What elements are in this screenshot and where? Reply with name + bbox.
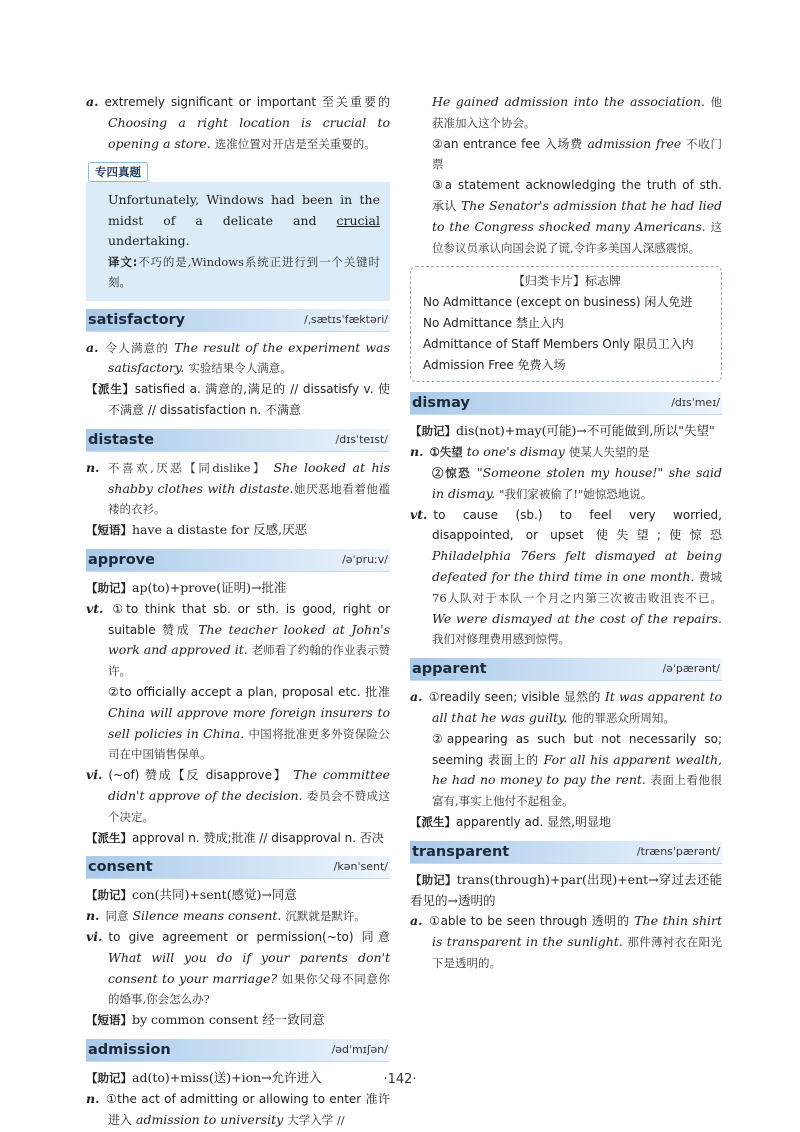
headword-bar-distaste	[86, 429, 390, 452]
headword-apparent: apparent	[412, 661, 487, 678]
consent-noun-sense: n. 同意 Silence means consent. 沉默就是默许。	[86, 908, 366, 924]
admission-sense-1: n. ①the act of admitting or allowing to enter 准许进入 admission to university 大学入学 //	[86, 1090, 390, 1127]
headword-dismay: dismay	[412, 395, 470, 412]
phonetic-admission: /ədˈmɪʃən/	[331, 1043, 388, 1056]
consent-phrase: 【短语】by common consent 经一致同意	[86, 1012, 325, 1028]
headword-bar-approve	[86, 549, 390, 572]
satisfactory-derivatives: 【派生】satisfied a. 满意的,满足的 // dissatisfy v. 使不满意 // dissatisfaction n. 不满意	[86, 382, 390, 418]
phonetic-dismay: /dɪsˈmeɪ/	[671, 396, 720, 410]
headword-bar-satisfactory	[86, 309, 390, 332]
consent-mnemonic: 【助记】con(共同)+sent(感觉)→同意	[86, 887, 297, 903]
page-number: ·142·	[383, 1072, 417, 1087]
headword-bar-admission	[86, 1039, 390, 1062]
approve-vi-sense: vi. (~of) 赞成【反 disapprove】 The committee didn't approve of the decision. 委员会不赞成这个决定。	[86, 767, 390, 824]
dismay-noun-sense-1: n. ①失望 to one's dismay 使某人失望的是	[410, 444, 650, 460]
dismay-vt-sense: vt. to cause (sb.) to feel very worried, disappointed, or upset 使失望;使惊恐 Philadelphia 76ers felt dismayed at being defeated for the third time in one month. 费城76人队对于本队一个月之内第三次被击败沮丧不已。 We were dismayed at the cost of the repairs. 我们对修理费用感到惊愕。	[410, 506, 722, 647]
approve-vt-sense-2: ②to officially accept a plan, proposal etc. 批准 China will approve more foreign insurers to sell policies in China. 中国将批准更多外资保险公司在中国销售保单。	[108, 685, 390, 762]
distaste-phrase: 【短语】have a distaste for 反感,厌恶	[86, 522, 308, 538]
admission-mnemonic: 【助记】ad(to)+miss(送)+ion→允许进入	[86, 1070, 322, 1085]
phonetic-transparent: /trænsˈpærənt/	[636, 844, 720, 858]
approve-vt-sense-1: vt. ①to think that sb. or sth. is good, right or suitable 赞成 The teacher looked at John's work and approved it. 老师看了约翰的作业表示赞许。	[86, 600, 390, 679]
approve-mnemonic: 【助记】ap(to)+prove(证明)→批准	[86, 580, 287, 596]
card-item: No Admittance 禁止入内	[423, 315, 564, 330]
admission-sense-1-continued: He gained admission into the association. 他获准加入这个协会。	[432, 94, 722, 130]
headword-approve: approve	[88, 552, 155, 569]
headword-consent: consent	[88, 859, 153, 876]
left-column	[86, 92, 390, 1130]
apparent-sense-2: ②appearing as such but not necessarily so; seeming 表面上的 For all his apparent wealth, he had no money to pay the rent. 表面上看他很富有,事实上他付不起租金。	[432, 731, 723, 809]
card-item: Admittance of Staff Members Only 限员工入内	[423, 336, 694, 351]
distaste-definition: n. 不喜欢,厌恶【同dislike】 She looked at his shabby clothes with distaste.她厌恶地看着他褴褛的衣衫。	[86, 459, 390, 517]
apparent-derivatives: 【派生】apparently ad. 显然,明显地	[410, 814, 611, 829]
exam-box-tab: 专四真题	[88, 162, 148, 182]
exam-box	[86, 162, 390, 300]
phonetic-consent: /kənˈsent/	[333, 860, 388, 874]
classification-card-title: 【归类卡片】标志牌	[512, 274, 621, 289]
headword-bar-transparent	[410, 841, 722, 864]
classification-card	[410, 266, 722, 382]
phonetic-satisfactory: /ˌsætɪsˈfæktəri/	[304, 312, 388, 326]
headword-distaste: distaste	[88, 431, 155, 448]
card-item: Admission Free 免费入场	[423, 357, 566, 372]
approve-derivatives: 【派生】approval n. 赞成;批准 // disapproval n. 否决	[86, 830, 384, 845]
headword-admission: admission	[88, 1042, 171, 1058]
crucial-definition: a. extremely significant or important 至关重要的 Choosing a right location is crucial to opening a store. 选准位置对开店是至关重要的。	[86, 94, 390, 151]
card-item: No Admittance (except on business) 闲人免进	[423, 295, 693, 310]
phonetic-apparent: /əˈpærənt/	[662, 662, 720, 676]
dismay-noun-sense-2: ②惊恐 "Someone stolen my house!" she said in dismay. "我们家被偷了!"她惊恐地说。	[432, 464, 723, 501]
headword-satisfactory: satisfactory	[88, 311, 186, 328]
headword-bar-consent	[86, 856, 390, 879]
headword-bar-apparent	[410, 658, 722, 681]
exam-box-content: Unfortunately, Windows had been in the midst of a delicate and crucial undertaking. 译文:不巧的是,Windows系统正进行到一个关键时刻。	[86, 182, 390, 301]
apparent-sense-1: a. ①readily seen; visible 显然的 It was apparent to all that he was guilty. 他的罪恶众所周知。	[410, 689, 722, 725]
right-column	[410, 92, 722, 974]
headword-transparent: transparent	[412, 843, 510, 860]
admission-sense-2: ②an entrance fee 入场费 admission free 不收门票	[432, 135, 722, 172]
phonetic-distaste: /dɪsˈteɪst/	[335, 432, 388, 446]
satisfactory-definition: a. 令人满意的 The result of the experiment was satisfactory. 实验结果令人满意。	[86, 339, 390, 376]
dismay-mnemonic: 【助记】dis(not)+may(可能)→不可能做到,所以"失望"	[410, 423, 715, 439]
phonetic-approve: /əˈpruːv/	[342, 553, 388, 567]
headword-bar-dismay	[410, 392, 722, 415]
transparent-sense-1: a. ①able to be seen through 透明的 The thin shirt is transparent in the sunlight. 那件薄衬衣在阳光下是透明的。	[410, 913, 722, 970]
consent-vi-sense: vi. to give agreement or permission(~to) 同意 What will you do if your parents don't consent to your marriage? 如果你父母不同意你的婚事,你会怎么办?	[86, 929, 391, 1007]
transparent-mnemonic: 【助记】trans(through)+par(出现)+ent→穿过去还能看见的→透明的	[410, 871, 722, 908]
admission-sense-3: ③a statement acknowledging the truth of sth. 承认 The Senator's admission that he had lied to the Congress shocked many Americans. 这位参议员承认向国会说了谎,令许多美国人深感震惊。	[432, 178, 722, 255]
